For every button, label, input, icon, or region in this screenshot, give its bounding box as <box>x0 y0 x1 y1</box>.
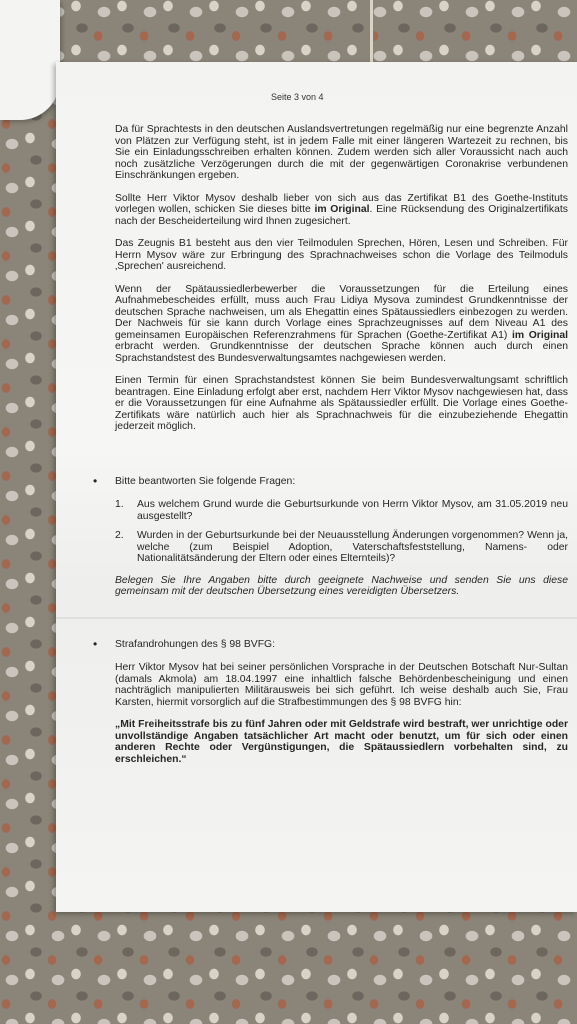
paragraph-language-test-appointment: Einen Termin für einen Sprachstandstest können Sie beim Bundesverwaltungsamt schriftlich beantragen. Eine Einladung erfolgt aber erst, nachdem Herr Viktor Mysov nachgewiesen hat, dass er die Voraussetzungen für eine Aufnahme als Spätaussiedler erfüllt. Die Vorlage eines Goethe-Zertifikats wäre natürlich auch hier als Sprachnachweis für die einzubeziehende Ehegattin jederzeit möglich. <box>115 375 568 432</box>
penalty-paragraph: Herr Viktor Mysov hat bei seiner persönlichen Vorsprache in der Deutschen Botschaft Nur-Sultan (damals Akmola) am 18.04.1997 eine inhaltlich falsche Behördenbescheinigung und einen nachträglich manipulierten Militärausweis bei sich geführt. Ich weise deshalb auch Sie, Frau Karsten, hiermit vorsorglich auf die Strafbestimmungen des § 98 BVFG hin: <box>115 662 568 708</box>
page-number: Seite 3 von 4 <box>271 92 324 102</box>
paragraph-language-test-waiting: Da für Sprachtests in den deutschen Auslandsvertretungen regelmäßig nur eine begrenzte Anzahl von Plätzen zur Verfügung steht, ist in jedem Falle mit einer längeren Wartezeit zu rechnen, bis Sie ein Einladungsschreiben erhalten können. Zudem werden sich aller Voraussicht nach auch noch zusätzliche Verzögerungen durch die mit der gegenwärtigen Coronakrise verbundenen Einschränkungen ergeben. <box>115 124 568 181</box>
paragraph-spouse-language: Wenn der Spätaussiedlerbewerber die Voraussetzungen für die Erteilung eines Aufnahmebescheides erfüllt, muss auch Frau Lidiya Mysova zumindest Grundkenntnisse der deutschen Sprache nachweisen, um als Ehegattin eines Spätaussiedlers einbezogen zu werden. Der Nachweis für sie kann durch Vorlage eines Sprachzeugnisses auf dem Niveau A1 des gemeinsamen Europäischen Referenzrahmens für Sprachen (Goethe-Zertifikat A1) im Original erbracht werden. Grundkenntnisse der deutschen Sprache können auch durch einen Sprachstandstest des Bundesverwaltungsamtes nachgewiesen werden. <box>115 283 568 364</box>
letter-body <box>115 124 568 776</box>
question-item: 2. Wurden in der Geburtsurkunde bei der Neuausstellung Änderungen vorgenommen? Wenn ja, welche (zum Beispiel Adoption, Vaterschaftsfeststellung, Namens- oder Nationalitätsänderung der Eltern oder eines Elternteils)? <box>115 530 568 564</box>
underlying-paper-sheet <box>0 0 60 120</box>
question-item: 1. Aus welchem Grund wurde die Geburtsurkunde von Herrn Viktor Mysov, am 31.05.2019 neu ausgestellt? <box>115 499 568 522</box>
penalty-quote: „Mit Freiheitsstrafe bis zu fünf Jahren oder mit Geldstrafe wird bestraft, wer unrichtige oder unvollständige Angaben tatsächlicher Art macht oder benutzt, um für sich oder einen anderen Rechte oder Vergünstigungen, die Spätaussiedlern vorbehalten sind, zu erschleichen.“ <box>115 719 568 765</box>
paragraph-b1-modules: Das Zeugnis B1 besteht aus den vier Teilmodulen Sprechen, Hören, Lesen und Schreiben. Für Herrn Mysov wäre zur Erbringung des Sprachnachweises schon die Vorlage des Teilmoduls ‚Sprechen' ausreichend. <box>115 238 568 272</box>
questions-heading: • Bitte beantworten Sie folgende Fragen: <box>93 476 568 488</box>
paragraph-goethe-certificate: Sollte Herr Viktor Mysov deshalb lieber von sich aus das Zertifikat B1 des Goethe-Instituts vorlegen wollen, schicken Sie dieses bitte im Original. Eine Rücksendung des Originalzertifikats nach der Bescheiderteilung wird Ihnen zugesichert. <box>115 192 568 227</box>
letter-page <box>56 62 577 912</box>
questions-evidence-note: Belegen Sie Ihre Angaben bitte durch geeignete Nachweise und senden Sie uns diese gemeinsam mit der deutschen Übersetzung eines vereidigten Übersetzers. <box>115 574 568 597</box>
questions-list <box>115 499 568 565</box>
penalty-heading: • Strafandrohungen des § 98 BVFG: <box>93 639 568 651</box>
emphasis-original: im Original <box>314 204 370 215</box>
emphasis-original: im Original <box>511 329 568 341</box>
picture-frame-corner <box>370 0 577 70</box>
